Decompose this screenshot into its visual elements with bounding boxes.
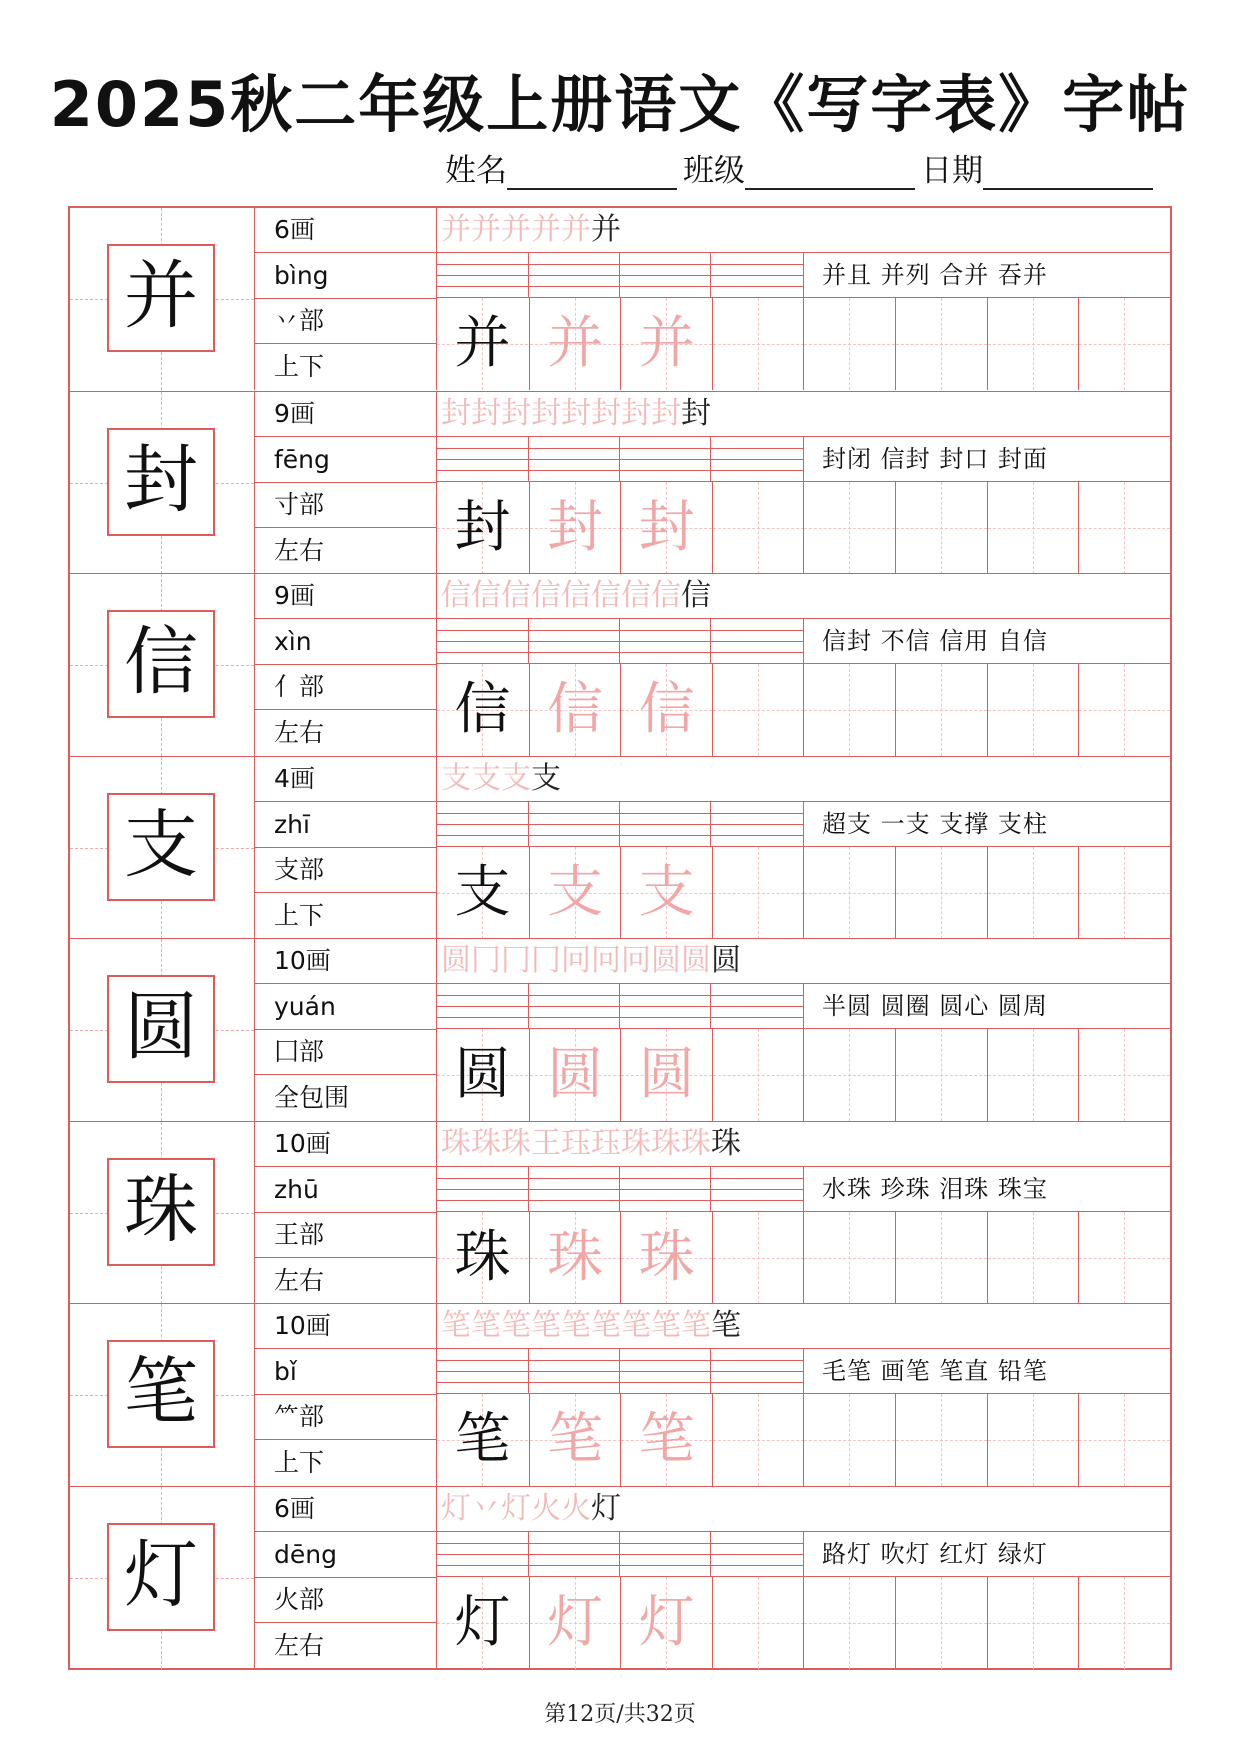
model-character-cell bbox=[70, 757, 255, 939]
tianzige-cell[interactable] bbox=[895, 1212, 986, 1304]
pinyin-writing-lines[interactable] bbox=[437, 437, 803, 482]
character-row bbox=[70, 573, 1170, 756]
tianzige-cell[interactable] bbox=[529, 1577, 620, 1669]
model-character: 圆 bbox=[107, 975, 215, 1083]
trace-glyph: 封 bbox=[547, 495, 604, 560]
name-field[interactable] bbox=[507, 160, 677, 190]
stroke-order-sequence: 笔笔笔笔笔笔笔笔笔 bbox=[441, 1308, 711, 1343]
class-field[interactable] bbox=[745, 160, 915, 190]
practice-area bbox=[437, 392, 1170, 574]
tianzige-cell[interactable] bbox=[803, 1029, 894, 1121]
stroke-order-sequence: 灯丷灯火火 bbox=[441, 1491, 591, 1526]
trace-glyph: 圆 bbox=[638, 1042, 695, 1107]
student-info-form bbox=[445, 145, 1175, 189]
trace-glyph: 圆 bbox=[547, 1042, 604, 1107]
tianzige-cell[interactable] bbox=[987, 847, 1078, 939]
stroke-order-row bbox=[437, 208, 1170, 253]
model-character: 信 bbox=[107, 610, 215, 718]
tianzige-cell[interactable] bbox=[620, 1029, 711, 1121]
stroke-count-label: 10画 bbox=[254, 939, 436, 984]
model-character-cell bbox=[70, 939, 255, 1121]
trace-glyph: 信 bbox=[547, 677, 604, 742]
writing-grid bbox=[437, 298, 1170, 390]
character-info bbox=[254, 574, 437, 756]
structure-label: 全包围 bbox=[274, 1082, 350, 1112]
tianzige-cell[interactable] bbox=[437, 1394, 528, 1486]
tianzige-cell[interactable] bbox=[1078, 298, 1169, 390]
model-character: 灯 bbox=[107, 1523, 215, 1631]
tianzige-cell[interactable] bbox=[987, 664, 1078, 756]
structure-label: 左右 bbox=[274, 717, 325, 747]
stroke-order-final: 封 bbox=[681, 396, 711, 431]
stroke-count-label: 4画 bbox=[254, 757, 436, 802]
example-words: 毛笔 画笔 笔直 铅笔 bbox=[803, 1349, 1170, 1394]
practice-area bbox=[437, 1304, 1170, 1486]
practice-area bbox=[437, 208, 1170, 390]
trace-glyph: 支 bbox=[547, 860, 604, 925]
tianzige-cell[interactable] bbox=[712, 664, 803, 756]
stroke-order-row bbox=[437, 1122, 1170, 1167]
character-info bbox=[254, 1122, 437, 1304]
tianzige-cell[interactable] bbox=[803, 1577, 894, 1669]
stroke-count-label: 6画 bbox=[254, 208, 436, 253]
character-info bbox=[254, 392, 437, 574]
stroke-order-sequence: 支支支 bbox=[441, 761, 531, 796]
tianzige-cell[interactable] bbox=[712, 1577, 803, 1669]
tianzige-cell[interactable] bbox=[1078, 1577, 1169, 1669]
character-row bbox=[70, 1486, 1170, 1669]
tianzige-cell[interactable] bbox=[895, 1394, 986, 1486]
tianzige-cell[interactable] bbox=[437, 482, 528, 574]
tianzige-cell[interactable] bbox=[437, 847, 528, 939]
stroke-order-final: 珠 bbox=[711, 1126, 741, 1161]
stroke-order-row bbox=[437, 1304, 1170, 1349]
stroke-order-final: 并 bbox=[591, 212, 621, 247]
structure-label: 左右 bbox=[274, 535, 325, 565]
stroke-count-label: 9画 bbox=[254, 574, 436, 619]
character-row bbox=[70, 938, 1170, 1121]
example-words: 信封 不信 信用 自信 bbox=[803, 619, 1170, 664]
tianzige-cell[interactable] bbox=[529, 664, 620, 756]
practice-area bbox=[437, 574, 1170, 756]
pinyin-writing-lines[interactable] bbox=[437, 802, 803, 847]
structure-label: 上下 bbox=[274, 1447, 325, 1477]
trace-glyph: 笔 bbox=[638, 1407, 695, 1472]
tianzige-cell[interactable] bbox=[437, 1212, 528, 1304]
character-info bbox=[254, 757, 437, 939]
tianzige-cell[interactable] bbox=[620, 1577, 711, 1669]
character-row bbox=[70, 1121, 1170, 1304]
stroke-order-sequence: 封封封封封封封封 bbox=[441, 396, 681, 431]
tianzige-cell[interactable] bbox=[712, 1212, 803, 1304]
writing-grid bbox=[437, 1577, 1170, 1669]
tianzige-cell[interactable] bbox=[620, 664, 711, 756]
tianzige-cell[interactable] bbox=[803, 298, 894, 390]
stroke-order-final: 笔 bbox=[711, 1308, 741, 1343]
stroke-count-label: 6画 bbox=[254, 1487, 436, 1532]
practice-area bbox=[437, 939, 1170, 1121]
stroke-count-label: 10画 bbox=[254, 1304, 436, 1349]
pinyin-label: bìng bbox=[254, 254, 436, 299]
example-words: 半圆 圆圈 圆心 圆周 bbox=[803, 984, 1170, 1029]
example-words: 封闭 信封 封口 封面 bbox=[803, 437, 1170, 482]
tianzige-cell[interactable] bbox=[1078, 1029, 1169, 1121]
tianzige-cell[interactable] bbox=[803, 1394, 894, 1486]
model-glyph: 并 bbox=[454, 311, 511, 376]
model-character: 支 bbox=[107, 793, 215, 901]
stroke-order-final: 灯 bbox=[591, 1491, 621, 1526]
tianzige-cell[interactable] bbox=[895, 847, 986, 939]
trace-glyph: 并 bbox=[638, 311, 695, 376]
tianzige-cell[interactable] bbox=[1078, 664, 1169, 756]
character-info bbox=[254, 1487, 437, 1669]
stroke-order-sequence: 并并并并并 bbox=[441, 212, 591, 247]
page-title: 2025秋二年级上册语文《写字表》字帖 bbox=[49, 68, 1191, 141]
model-character-cell bbox=[70, 1304, 255, 1486]
practice-sheet bbox=[68, 206, 1172, 1670]
tianzige-cell[interactable] bbox=[529, 847, 620, 939]
pinyin-label: zhū bbox=[254, 1168, 436, 1213]
tianzige-cell[interactable] bbox=[803, 847, 894, 939]
trace-glyph: 珠 bbox=[547, 1225, 604, 1290]
model-character-cell bbox=[70, 208, 255, 390]
page-number: 第12页/共32页 bbox=[544, 1702, 696, 1727]
pinyin-writing-lines[interactable] bbox=[437, 1349, 803, 1394]
trace-glyph: 支 bbox=[638, 860, 695, 925]
stroke-order-row bbox=[437, 1487, 1170, 1532]
model-glyph: 灯 bbox=[454, 1590, 511, 1655]
stroke-order-row bbox=[437, 392, 1170, 437]
tianzige-cell[interactable] bbox=[803, 664, 894, 756]
stroke-order-sequence: 圆冂冂冂冋冋冋圆圆 bbox=[441, 943, 711, 978]
tianzige-cell[interactable] bbox=[895, 482, 986, 574]
practice-area bbox=[437, 1122, 1170, 1304]
example-words: 超支 一支 支撑 支柱 bbox=[803, 802, 1170, 847]
pinyin-label: yuán bbox=[254, 985, 436, 1030]
trace-glyph: 信 bbox=[638, 677, 695, 742]
pinyin-writing-lines[interactable] bbox=[437, 1532, 803, 1577]
stroke-count-label: 10画 bbox=[254, 1122, 436, 1167]
radical-label: 囗部 bbox=[254, 1030, 436, 1075]
tianzige-cell[interactable] bbox=[529, 298, 620, 390]
tianzige-cell[interactable] bbox=[895, 664, 986, 756]
tianzige-cell[interactable] bbox=[987, 298, 1078, 390]
radical-label: 亻部 bbox=[254, 665, 436, 710]
tianzige-cell[interactable] bbox=[895, 1029, 986, 1121]
practice-area bbox=[437, 757, 1170, 939]
tianzige-cell[interactable] bbox=[987, 482, 1078, 574]
radical-label: 丷部 bbox=[254, 299, 436, 344]
pinyin-writing-lines[interactable] bbox=[437, 984, 803, 1029]
stroke-order-sequence: 珠珠珠王珏珏珠珠珠 bbox=[441, 1126, 711, 1161]
character-info bbox=[254, 939, 437, 1121]
pinyin-writing-lines[interactable] bbox=[437, 1167, 803, 1212]
stroke-order-row bbox=[437, 574, 1170, 619]
writing-grid bbox=[437, 1212, 1170, 1304]
practice-area bbox=[437, 1487, 1170, 1669]
stroke-order-final: 信 bbox=[681, 578, 711, 613]
tianzige-cell[interactable] bbox=[712, 1029, 803, 1121]
radical-label: 支部 bbox=[254, 848, 436, 893]
radical-label: 火部 bbox=[254, 1578, 436, 1623]
stroke-order-sequence: 信信信信信信信信 bbox=[441, 578, 681, 613]
writing-grid bbox=[437, 664, 1170, 756]
tianzige-cell[interactable] bbox=[712, 298, 803, 390]
model-glyph: 圆 bbox=[454, 1042, 511, 1107]
tianzige-cell[interactable] bbox=[1078, 482, 1169, 574]
example-words: 路灯 吹灯 红灯 绿灯 bbox=[803, 1532, 1170, 1577]
tianzige-cell[interactable] bbox=[620, 1212, 711, 1304]
tianzige-cell[interactable] bbox=[437, 1029, 528, 1121]
radical-label: 王部 bbox=[254, 1213, 436, 1258]
trace-glyph: 灯 bbox=[547, 1590, 604, 1655]
tianzige-cell[interactable] bbox=[1078, 1212, 1169, 1304]
model-glyph: 支 bbox=[454, 860, 511, 925]
pinyin-label: xìn bbox=[254, 620, 436, 665]
trace-glyph: 笔 bbox=[547, 1407, 604, 1472]
tianzige-cell[interactable] bbox=[895, 1577, 986, 1669]
date-field[interactable] bbox=[983, 160, 1153, 190]
class-label: 班级 bbox=[683, 153, 745, 189]
character-row bbox=[70, 1303, 1170, 1486]
pinyin-writing-lines[interactable] bbox=[437, 619, 803, 664]
tianzige-cell[interactable] bbox=[529, 1394, 620, 1486]
pinyin-label: fēng bbox=[254, 438, 436, 483]
stroke-order-final: 支 bbox=[531, 761, 561, 796]
tianzige-cell[interactable] bbox=[987, 1394, 1078, 1486]
tianzige-cell[interactable] bbox=[712, 847, 803, 939]
character-row bbox=[70, 208, 1170, 391]
model-character-cell bbox=[70, 574, 255, 756]
model-character: 珠 bbox=[107, 1158, 215, 1266]
stroke-count-label: 9画 bbox=[254, 392, 436, 437]
tianzige-cell[interactable] bbox=[1078, 847, 1169, 939]
tianzige-cell[interactable] bbox=[987, 1577, 1078, 1669]
trace-glyph: 珠 bbox=[638, 1225, 695, 1290]
tianzige-cell[interactable] bbox=[895, 298, 986, 390]
trace-glyph: 灯 bbox=[638, 1590, 695, 1655]
writing-grid bbox=[437, 1029, 1170, 1121]
date-label: 日期 bbox=[921, 153, 983, 189]
writing-grid bbox=[437, 847, 1170, 939]
structure-label: 左右 bbox=[274, 1265, 325, 1295]
character-info bbox=[254, 208, 437, 390]
tianzige-cell[interactable] bbox=[1078, 1394, 1169, 1486]
model-character: 并 bbox=[107, 244, 215, 352]
pinyin-writing-lines[interactable] bbox=[437, 253, 803, 298]
character-row bbox=[70, 756, 1170, 939]
writing-grid bbox=[437, 1394, 1170, 1486]
tianzige-cell[interactable] bbox=[803, 482, 894, 574]
trace-glyph: 并 bbox=[547, 311, 604, 376]
stroke-order-row bbox=[437, 757, 1170, 802]
tianzige-cell[interactable] bbox=[529, 1212, 620, 1304]
tianzige-cell[interactable] bbox=[437, 664, 528, 756]
structure-label: 上下 bbox=[274, 900, 325, 930]
model-character-cell bbox=[70, 392, 255, 574]
tianzige-cell[interactable] bbox=[620, 1394, 711, 1486]
tianzige-cell[interactable] bbox=[437, 298, 528, 390]
structure-label: 上下 bbox=[274, 351, 325, 381]
tianzige-cell[interactable] bbox=[803, 1212, 894, 1304]
radical-label: 寸部 bbox=[254, 483, 436, 528]
pinyin-label: zhī bbox=[254, 803, 436, 848]
model-character-cell bbox=[70, 1122, 255, 1304]
model-glyph: 笔 bbox=[454, 1407, 511, 1472]
model-glyph: 珠 bbox=[454, 1225, 511, 1290]
structure-label: 左右 bbox=[274, 1630, 325, 1660]
name-label: 姓名 bbox=[445, 153, 507, 189]
writing-grid bbox=[437, 482, 1170, 574]
character-row bbox=[70, 391, 1170, 574]
tianzige-cell[interactable] bbox=[529, 1029, 620, 1121]
example-words: 水珠 珍珠 泪珠 珠宝 bbox=[803, 1167, 1170, 1212]
stroke-order-final: 圆 bbox=[711, 943, 741, 978]
tianzige-cell[interactable] bbox=[712, 482, 803, 574]
example-words: 并且 并列 合并 吞并 bbox=[803, 253, 1170, 298]
radical-label: ⺮部 bbox=[254, 1395, 436, 1440]
tianzige-cell[interactable] bbox=[987, 1029, 1078, 1121]
model-glyph: 封 bbox=[454, 495, 511, 560]
tianzige-cell[interactable] bbox=[987, 1212, 1078, 1304]
pinyin-label: bǐ bbox=[254, 1350, 436, 1395]
stroke-order-row bbox=[437, 939, 1170, 984]
model-character-cell bbox=[70, 1487, 255, 1669]
model-character: 笔 bbox=[107, 1340, 215, 1448]
tianzige-cell[interactable] bbox=[620, 847, 711, 939]
tianzige-cell[interactable] bbox=[620, 482, 711, 574]
tianzige-cell[interactable] bbox=[620, 298, 711, 390]
trace-glyph: 封 bbox=[638, 495, 695, 560]
model-character: 封 bbox=[107, 428, 215, 536]
tianzige-cell[interactable] bbox=[712, 1394, 803, 1486]
tianzige-cell[interactable] bbox=[529, 482, 620, 574]
character-info bbox=[254, 1304, 437, 1486]
pinyin-label: dēng bbox=[254, 1533, 436, 1578]
tianzige-cell[interactable] bbox=[437, 1577, 528, 1669]
model-glyph: 信 bbox=[454, 677, 511, 742]
